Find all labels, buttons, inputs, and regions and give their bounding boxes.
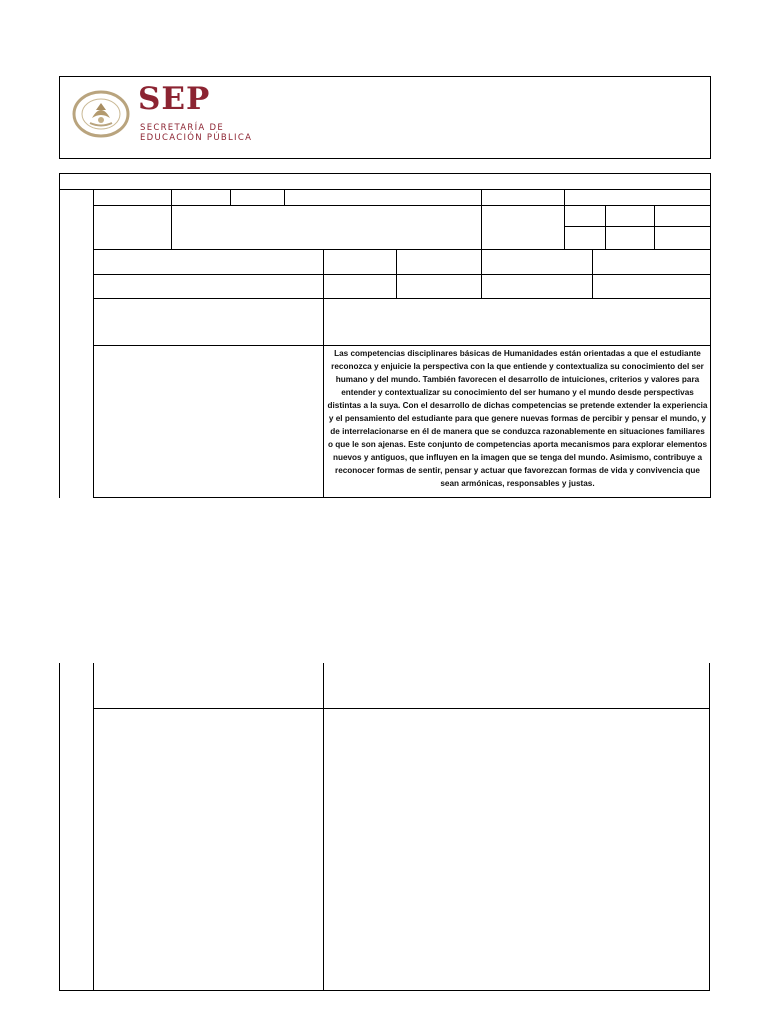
table-line bbox=[605, 205, 606, 250]
sep-logo-line1: SECRETARÍA DE bbox=[140, 123, 225, 133]
table-line bbox=[396, 249, 397, 299]
table-line bbox=[592, 249, 593, 299]
table-line bbox=[59, 173, 711, 174]
table-line bbox=[59, 189, 711, 190]
sep-logo-word: SEP bbox=[138, 81, 211, 117]
table-line bbox=[59, 663, 60, 991]
table-line bbox=[93, 345, 711, 346]
table-line bbox=[481, 249, 482, 299]
coat-of-arms-seal-icon bbox=[72, 90, 130, 138]
table-line bbox=[59, 990, 710, 991]
table-line bbox=[93, 708, 710, 709]
table-line bbox=[93, 497, 711, 498]
table-line bbox=[323, 249, 324, 498]
table-line bbox=[93, 249, 711, 250]
table-line bbox=[564, 226, 711, 227]
table-line bbox=[481, 189, 482, 250]
table-line bbox=[93, 663, 94, 991]
table-line bbox=[93, 205, 711, 206]
table-line bbox=[230, 189, 231, 206]
table-line bbox=[564, 189, 565, 250]
competencias-paragraph: Las competencias disciplinares básicas de Humanidades están orientadas a que el estudiante reconozca y enjuicie la perspectiva con la que entiende y contextualiza su conocimiento del ser humano y del mundo. También favorecen el desarrollo de intuiciones, criterios y valores para entender y contextualizar su conocimiento del ser humano y el mundo desde perspectivas distintas a la suya. Con el desarrollo de dichas competencias se pretende extender la experiencia y el pensamiento del estudiante para que genere nuevas formas de percibir y pensar el mundo, y de interrelacionarse en él de manera que se conduzca razonablemente en situaciones familiares o que le son ajenas. Este conjunto de competencias aporta mecanismos para explorar elementos nuevos y antiguos, que influyen en la imagen que se tenga del mundo. Asimismo, contribuye a reconocer formas de sentir, pensar y actuar que favorezcan formas de vida y convivencia que sean armónicas, responsables y justas. bbox=[327, 349, 708, 488]
table-line bbox=[709, 663, 710, 991]
table-line bbox=[710, 173, 711, 498]
table-line bbox=[654, 205, 655, 250]
table-line bbox=[59, 173, 60, 498]
table-line bbox=[323, 663, 324, 991]
table-line bbox=[284, 189, 285, 206]
sep-logo-line2: EDUCACIÓN PÚBLICA bbox=[140, 133, 253, 143]
table-line bbox=[93, 298, 711, 299]
table-line bbox=[93, 274, 711, 275]
table-line bbox=[93, 189, 94, 498]
table-line bbox=[171, 189, 172, 250]
